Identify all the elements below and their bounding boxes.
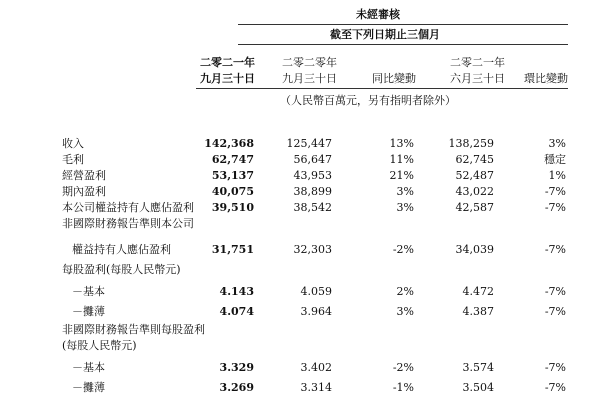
cell-jun2021: 42,587 — [455, 201, 494, 214]
cell-sep2020: 43,953 — [293, 169, 332, 182]
cell-qoq: 穩定 — [544, 153, 566, 166]
row-label: 收入 — [62, 137, 84, 150]
cell-sep2021: 31,751 — [211, 243, 254, 256]
row-label: 經營盈利 — [62, 169, 106, 182]
table-row — [0, 184, 600, 200]
cell-qoq: -7% — [544, 185, 566, 198]
cell-sep2021: 39,510 — [211, 201, 254, 214]
cell-sep2020: 125,447 — [286, 137, 332, 150]
table-row — [0, 242, 600, 258]
cell-yoy: -2% — [392, 243, 414, 256]
row-label: 非國際財務報告準則本公司 — [62, 217, 194, 230]
cell-qoq: -7% — [544, 201, 566, 214]
subtitle-rule — [238, 44, 568, 45]
row-label: 毛利 — [62, 153, 84, 166]
col-header-jun2021-line1: 二零二一年 — [450, 56, 505, 69]
cell-sep2021: 3.269 — [219, 381, 254, 394]
cell-sep2020: 3.964 — [300, 305, 332, 318]
cell-sep2020: 56,647 — [293, 153, 332, 166]
title-rule — [238, 24, 568, 25]
table-row — [0, 380, 600, 396]
table-row — [0, 168, 600, 184]
table-row — [0, 360, 600, 376]
cell-qoq: -7% — [544, 243, 566, 256]
cell-sep2020: 3.402 — [300, 361, 332, 374]
table-row — [0, 152, 600, 168]
cell-sep2020: 38,899 — [293, 185, 332, 198]
cell-sep2021: 62,747 — [211, 153, 254, 166]
cell-sep2020: 3.314 — [300, 381, 332, 394]
cell-yoy: 3% — [396, 305, 414, 318]
cell-jun2021: 4.387 — [462, 305, 494, 318]
table-row — [0, 338, 600, 354]
cell-jun2021: 62,745 — [455, 153, 494, 166]
cell-yoy: 3% — [396, 185, 414, 198]
col-header-yoy: 同比變動 — [372, 72, 416, 85]
col-header-jun2021-line2: 六月三十日 — [450, 72, 505, 85]
cell-sep2021: 53,137 — [211, 169, 254, 182]
table-title: 未經審核 — [356, 8, 400, 21]
cell-yoy: -1% — [392, 381, 414, 394]
table-row — [0, 200, 600, 216]
cell-qoq: -7% — [544, 305, 566, 318]
cell-jun2021: 52,487 — [455, 169, 494, 182]
cell-sep2020: 32,303 — [293, 243, 332, 256]
column-header-rule — [196, 88, 568, 89]
table-row — [0, 262, 600, 278]
unit-note: （人民幣百萬元，另有指明者除外） — [280, 94, 456, 107]
cell-yoy: 2% — [396, 285, 414, 298]
table-row — [0, 136, 600, 152]
cell-qoq: -7% — [544, 285, 566, 298]
cell-jun2021: 34,039 — [455, 243, 494, 256]
col-header-sep2021-line1: 二零二一年 — [200, 56, 255, 69]
cell-jun2021: 138,259 — [448, 137, 494, 150]
cell-jun2021: 4.472 — [462, 285, 494, 298]
col-header-sep2020-line1: 二零二零年 — [282, 56, 337, 69]
row-label: 本公司權益持有人應佔盈利 — [62, 201, 194, 214]
cell-yoy: 21% — [389, 169, 414, 182]
cell-qoq: 1% — [548, 169, 566, 182]
cell-sep2021: 40,075 — [211, 185, 254, 198]
row-label: －攤薄 — [72, 305, 105, 318]
cell-qoq: -7% — [544, 361, 566, 374]
cell-yoy: 11% — [389, 153, 414, 166]
cell-sep2021: 142,368 — [204, 137, 254, 150]
row-label: －攤薄 — [72, 381, 105, 394]
cell-sep2021: 4.143 — [219, 285, 254, 298]
cell-sep2021: 3.329 — [219, 361, 254, 374]
cell-jun2021: 43,022 — [455, 185, 494, 198]
cell-sep2020: 4.059 — [300, 285, 332, 298]
row-label: 權益持有人應佔盈利 — [72, 243, 171, 256]
table-row — [0, 322, 600, 338]
cell-sep2020: 38,542 — [293, 201, 332, 214]
cell-yoy: 3% — [396, 201, 414, 214]
col-header-qoq: 環比變動 — [524, 72, 568, 85]
cell-yoy: -2% — [392, 361, 414, 374]
cell-jun2021: 3.574 — [462, 361, 494, 374]
row-label: 期內盈利 — [62, 185, 106, 198]
cell-sep2021: 4.074 — [219, 305, 254, 318]
table-subtitle: 截至下列日期止三個月 — [330, 28, 440, 41]
row-label: 每股盈利(每股人民幣元) — [62, 263, 181, 276]
cell-yoy: 13% — [389, 137, 414, 150]
cell-qoq: 3% — [548, 137, 566, 150]
table-row — [0, 304, 600, 320]
row-label: 非國際財務報告準則每股盈利 — [62, 323, 205, 336]
row-label: －基本 — [72, 361, 105, 374]
col-header-sep2020-line2: 九月三十日 — [282, 72, 337, 85]
row-label: (每股人民幣元) — [62, 339, 137, 352]
row-label: －基本 — [72, 285, 105, 298]
cell-qoq: -7% — [544, 381, 566, 394]
table-row — [0, 284, 600, 300]
table-row — [0, 216, 600, 232]
cell-jun2021: 3.504 — [462, 381, 494, 394]
col-header-sep2021-line2: 九月三十日 — [200, 72, 255, 85]
